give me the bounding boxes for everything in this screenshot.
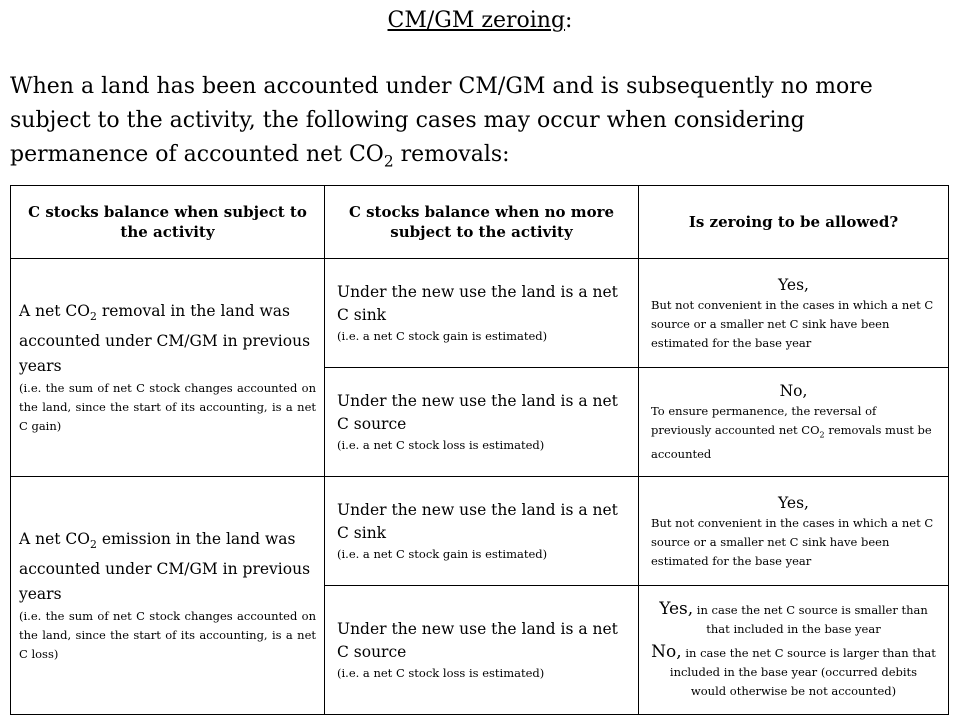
new-use-note: (i.e. a net C stock gain is estimated)	[337, 329, 548, 343]
case-subscript: 2	[90, 538, 97, 552]
case-text: A net CO	[19, 529, 90, 548]
case-subscript: 2	[90, 310, 97, 324]
table-row	[11, 259, 949, 368]
zeroing-table	[10, 185, 949, 715]
verdict-label: No,	[779, 382, 808, 401]
case-text: A net CO	[19, 301, 90, 320]
verdict-subscript: 2	[819, 430, 825, 440]
header-no-more-subject: C stocks balance when no more subject to the activity	[325, 186, 639, 259]
new-use-source-cell	[325, 368, 639, 477]
new-use-note: (i.e. a net C stock loss is estimated)	[337, 438, 545, 452]
new-use-text: Under the new use the land is a net C source	[337, 620, 618, 661]
verdict-cell	[639, 259, 949, 368]
case-removal-cell	[11, 259, 325, 477]
verdict-no-detail: in case the net C source is larger than that included in the base year (occurred debits would otherwise be not accounted)	[669, 645, 936, 698]
slide-title	[0, 8, 960, 33]
case-note: (i.e. the sum of net C stock changes accounted on the land, since the start of its accounting, is a net C gain)	[19, 381, 316, 434]
verdict-yes	[651, 600, 936, 639]
intro-paragraph	[10, 70, 930, 178]
verdict-cell	[639, 586, 949, 715]
verdict-no	[651, 643, 936, 701]
case-emission-cell	[11, 477, 325, 715]
intro-text-end: removals:	[393, 142, 510, 167]
title-colon: :	[565, 8, 573, 33]
verdict-detail: To ensure permanence, the reversal of previously accounted net CO	[651, 404, 877, 438]
new-use-text: Under the new use the land is a net C sink	[337, 283, 618, 324]
table-row	[11, 477, 949, 586]
header-row	[11, 186, 949, 259]
new-use-sink-cell	[325, 477, 639, 586]
verdict-no-label: No,	[651, 641, 682, 662]
verdict-yes-detail: in case the net C source is smaller than that included in the base year	[693, 602, 928, 636]
new-use-text: Under the new use the land is a net C source	[337, 392, 618, 433]
new-use-sink-cell	[325, 259, 639, 368]
verdict-detail: But not convenient in the cases in which a net C source or a smaller net C sink have been estimated for the base year	[651, 297, 934, 350]
case-text-end: emission in the land was accounted under CM/GM in previous years	[19, 529, 311, 604]
verdict-label: Yes,	[778, 275, 809, 294]
case-note: (i.e. the sum of net C stock changes accounted on the land, since the start of its accounting, is a net C loss)	[19, 609, 316, 662]
verdict-detail: But not convenient in the cases in which a net C source or a smaller net C sink have been estimated for the base year	[651, 515, 934, 568]
verdict-detail-end: removals must be accounted	[651, 423, 932, 461]
title-text: CM/GM zeroing	[387, 8, 566, 33]
new-use-note: (i.e. a net C stock loss is estimated)	[337, 666, 545, 680]
new-use-text: Under the new use the land is a net C sink	[337, 501, 618, 542]
header-subject: C stocks balance when subject to the activity	[11, 186, 325, 259]
verdict-cell	[639, 477, 949, 586]
new-use-note: (i.e. a net C stock gain is estimated)	[337, 547, 548, 561]
header-zeroing-allowed: Is zeroing to be allowed?	[639, 186, 949, 259]
verdict-label: Yes,	[778, 493, 809, 512]
intro-text: When a land has been accounted under CM/GM and is subsequently no more subject to the activity, the following cases may occur when considering permanence of accounted net CO	[10, 74, 873, 167]
case-text-end: removal in the land was accounted under CM/GM in previous years	[19, 301, 311, 376]
intro-subscript: 2	[383, 152, 394, 171]
verdict-cell	[639, 368, 949, 477]
verdict-yes-label: Yes,	[659, 598, 694, 619]
new-use-source-cell	[325, 586, 639, 715]
